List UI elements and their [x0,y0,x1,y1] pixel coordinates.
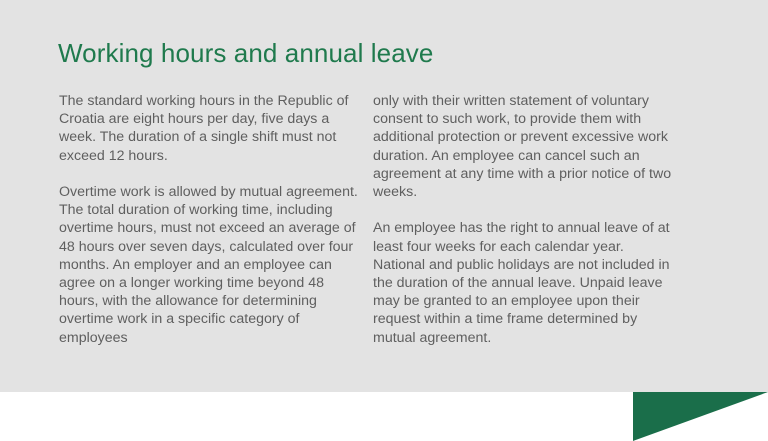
paragraph-overtime: Overtime work is allowed by mutual agreement. The total duration of working time, including overtime hours, must not exceed an average of 48 hours over seven days, calculated over four months. An employer and an employee can agree on a longer working time beyond 48 hours, with the allowance for determining overtime work in a specific category of employees [59,184,358,346]
paragraph-working-hours: The standard working hours in the Republic of Croatia are eight hours per day, five days a week. The duration of a single shift must not exceed 12 hours. [59,93,349,164]
accent-triangle-shape [633,392,768,441]
paragraph-consent: only with their written statement of voluntary consent to such work, to provide them with additional protection or prevent excessive work duration. An employee can cancel such an agreement at any time with a prior notice of two weeks. [373,93,672,201]
page-title: Working hours and annual leave [58,38,434,68]
paragraph-annual-leave: An employee has the right to annual leave of at least four weeks for each calendar year. National and public holidays are not included in the duration of the annual leave. Unpaid leave may be granted to an employee upon their request within a time frame determined by mutual agreement. [373,220,670,346]
